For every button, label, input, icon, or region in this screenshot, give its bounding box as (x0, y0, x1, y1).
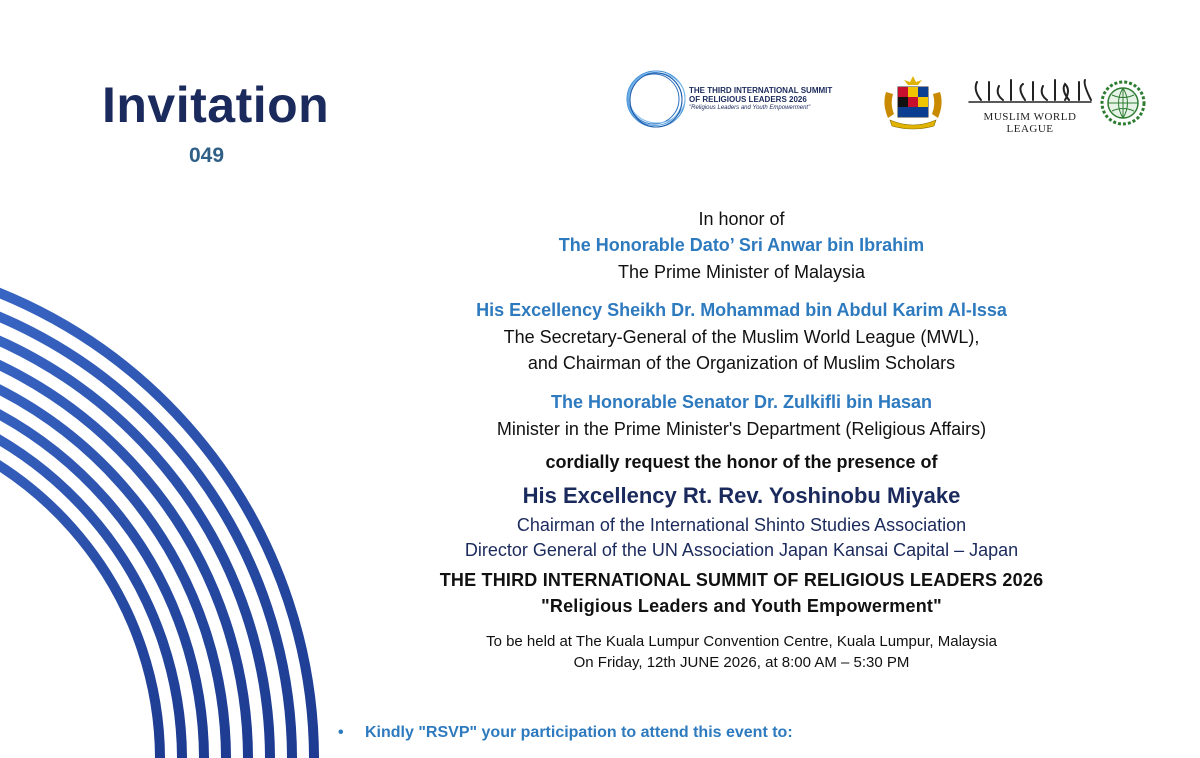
host1-title: The Prime Minister of Malaysia (617, 262, 866, 282)
mwl-globe-emblem-icon (1100, 80, 1146, 126)
rsvp-text: Kindly "RSVP" your participation to attend this event to: (365, 724, 793, 741)
host3-name: The Honorable Senator Dr. Zulkifli bin Hasan (550, 392, 933, 412)
summit-logo-line2: OF RELIGIOUS LEADERS 2026 (689, 95, 807, 104)
summit-ring-logo-icon (625, 68, 687, 130)
in-honor-of: In honor of (698, 209, 785, 229)
invitation-body (330, 206, 1153, 673)
guest-name: His Excellency Rt. Rev. Yoshinobu Miyake (522, 483, 961, 508)
summit-theme: "Religious Leaders and Youth Empowerment" (541, 596, 942, 616)
logo-bar (625, 68, 1155, 135)
summit-logo-text (689, 86, 832, 112)
mwl-english-logotype: MUSLIM WORLD LEAGUE (983, 111, 1077, 135)
malaysia-coat-of-arms-icon (876, 74, 950, 130)
request-line: cordially request the honor of the presence of (545, 452, 938, 472)
invitation-title: Invitation (102, 77, 330, 133)
rsvp-bullet: • (338, 724, 344, 741)
invitation-number: 049 (189, 144, 225, 167)
guest-title-line2: Director General of the UN Association Japan Kansai Capital – Japan (464, 540, 1019, 560)
summit-title: THE THIRD INTERNATIONAL SUMMIT OF RELIGIOUS LEADERS 2026 (439, 570, 1044, 590)
guest-title-line1: Chairman of the International Shinto Studies Association (516, 515, 967, 535)
mwl-arabic-logotype (965, 76, 1095, 106)
host2-title-line2: and Chairman of the Organization of Muslim Scholars (527, 353, 956, 373)
venue-line: To be held at The Kuala Lumpur Convention Centre, Kuala Lumpur, Malaysia (486, 633, 997, 650)
host2-name: His Excellency Sheikh Dr. Mohammad bin Abdul Karim Al-Issa (476, 300, 1007, 320)
summit-logo-line1: THE THIRD INTERNATIONAL SUMMIT (689, 86, 833, 95)
host2-title-line1: The Secretary-General of the Muslim World League (MWL), (503, 327, 980, 347)
host3-title: Minister in the Prime Minister's Department (Religious Affairs) (496, 419, 987, 439)
date-time-line: On Friday, 12th JUNE 2026, at 8:00 AM – 5:30 PM (573, 654, 910, 671)
summit-logo-line3: "Religious Leaders and Youth Empowerment" (689, 105, 811, 111)
rsvp-line (338, 724, 793, 742)
host1-name: The Honorable Dato’ Sri Anwar bin Ibrahim (558, 235, 925, 255)
